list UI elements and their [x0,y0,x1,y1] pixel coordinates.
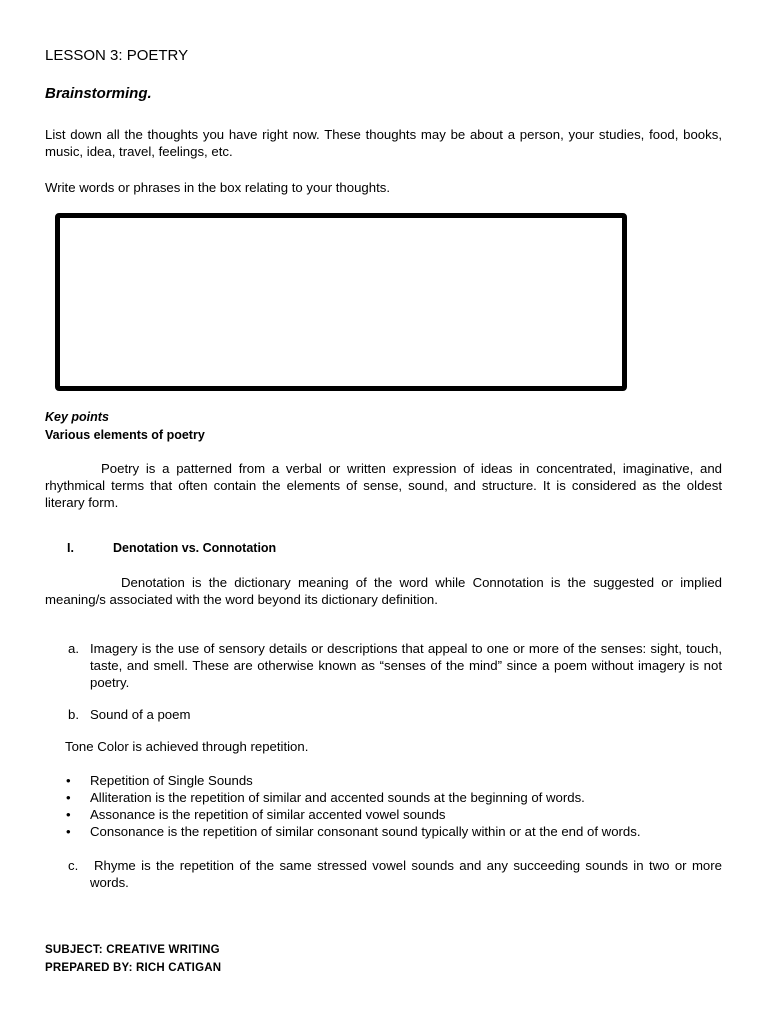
item-a-marker: a. [68,641,79,656]
elements-heading: Various elements of poetry [45,428,205,442]
brainstorm-box [55,213,627,391]
footer-prepared-by: PREPARED BY: RICH CATIGAN [45,962,222,974]
tone-color-text: Tone Color is achieved through repetition. [65,739,309,754]
brainstorming-heading: Brainstorming. [45,85,152,102]
bullet-icon: • [66,790,71,805]
poetry-definition: Poetry is a patterned from a verbal or written expression of ideas in concentrated, imaginative, and rhythmical terms that often contain the elements of sense, sound, and structure. It is considered as the oldest literary form. [45,461,722,510]
intro-paragraph: List down all the thoughts you have right now. These thoughts may be about a person, your studies, food, books, music, idea, travel, feelings, etc. [45,127,722,159]
sound-item: Sound of a poem [90,707,191,722]
bullet-text: Consonance is the repetition of similar consonant sound typically within or at the end of words. [90,824,641,839]
imagery-item: Imagery is the use of sensory details or descriptions that appeal to one or more of the senses: sight, touch, taste, and smell. These are otherwise known as “senses of the mind” since a poem without imagery is not poetry. [90,641,722,690]
key-points-heading: Key points [45,410,109,424]
bullet-text: Assonance is the repetition of similar accented vowel sounds [90,807,446,822]
lesson-title: LESSON 3: POETRY [45,47,189,64]
bullet-text: Alliteration is the repetition of similar and accented sounds at the beginning of words. [90,790,585,805]
footer-subject: SUBJECT: CREATIVE WRITING [45,944,220,956]
bullet-icon: • [66,824,71,839]
section-number: I. [67,541,74,555]
section-title: Denotation vs. Connotation [113,541,277,555]
item-c-marker: c. [68,858,79,873]
bullet-icon: • [66,807,71,822]
bullet-item [66,823,726,840]
rhyme-item: Rhyme is the repetition of the same stressed vowel sounds and any succeeding sounds in two or more words. [90,858,722,890]
item-b-marker: b. [68,707,79,722]
bullet-item [66,772,726,789]
bullet-item [66,789,726,806]
denotation-paragraph: Denotation is the dictionary meaning of the word while Connotation is the suggested or implied meaning/s associated with the word beyond its dictionary definition. [45,575,722,607]
bullet-text: Repetition of Single Sounds [90,773,253,788]
bullet-item [66,806,726,823]
instruction-text: Write words or phrases in the box relating to your thoughts. [45,180,391,195]
bullet-icon: • [66,773,71,788]
